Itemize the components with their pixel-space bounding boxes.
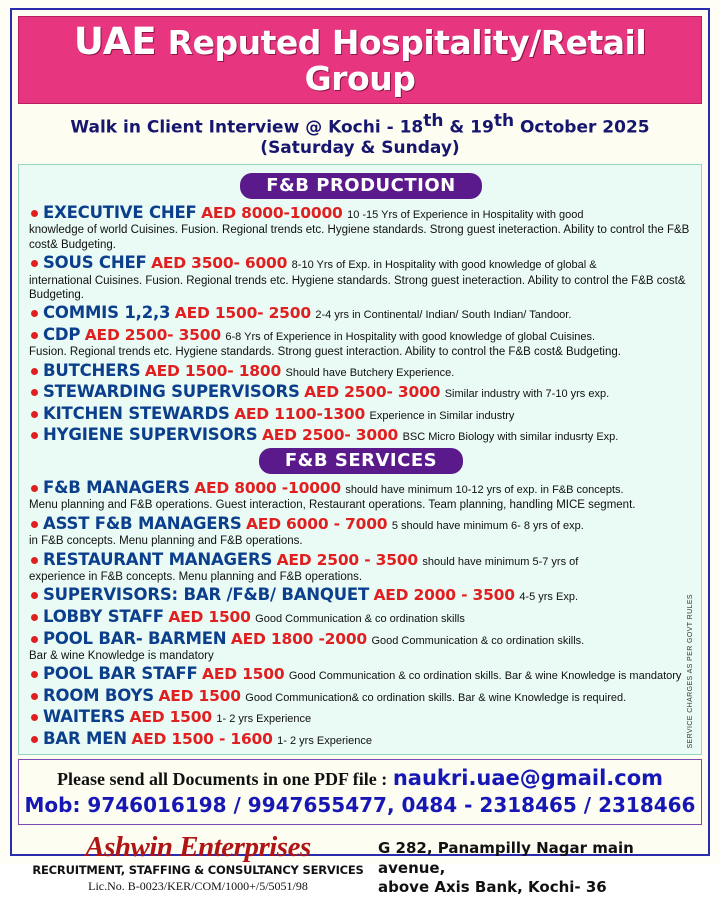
section-2-title-wrap [29,448,693,474]
job-salary: AED 2500 - 3500 [276,550,418,569]
job-desc: BSC Micro Biology with similar indusrty Exp. [402,431,619,444]
list-item [29,303,693,324]
job-salary: AED 8000 -10000 [194,478,341,497]
job-role: EXECUTIVE CHEF [43,202,197,222]
job-role: BAR MEN [43,728,127,748]
list-item [29,253,693,302]
list-item [29,686,693,707]
section-title-fnb-services: F&B SERVICES [259,448,463,474]
header-title: Reputed Hospitality/Retail Group [167,23,647,98]
service-charges-note: SERVICE CHARGES AS PER GOVT RULES [687,593,694,749]
job-desc: 4-5 yrs Exp. [519,591,578,604]
job-desc-cont: Bar & wine Knowledge is mandatory [29,650,214,663]
list-item [29,514,693,549]
list-item [29,382,693,403]
job-role: ASST F&B MANAGERS [43,513,242,533]
list-item [29,629,693,664]
interview-mid: & 19 [443,117,494,138]
job-role: SOUS CHEF [43,253,147,273]
address-line-2: above Axis Bank, Kochi- 36 [378,878,607,897]
address-block [374,833,698,898]
job-salary: AED 2500- 3000 [304,383,441,402]
job-desc: Should have Butchery Experience. [285,366,455,379]
job-desc: should have minimum 10-12 yrs of exp. in F&B concepts. [345,483,624,496]
job-desc: Good Communication& co ordination skills. Bar & wine Knowledge is required. [245,691,627,704]
address-line-1: G 282, Panampilly Nagar main avenue, [378,839,634,877]
job-desc: Good Communication & co ordination skills. [371,634,585,647]
interview-subheading [18,104,702,163]
job-role: F&B MANAGERS [43,477,190,497]
section-1-title-wrap [29,173,693,199]
list-item [29,664,693,685]
job-desc: 8-10 Yrs of Exp. in Hospitality with good knowledge of global & [291,259,597,272]
job-desc: 1- 2 yrs Experience [277,734,372,747]
list-item [29,425,693,446]
job-role: POOL BAR- BARMEN [43,628,227,648]
agency-tagline: RECRUITMENT, STAFFING & CONSULTANCY SERVICES [32,863,364,878]
list-item [29,478,693,513]
job-desc: 1- 2 yrs Experience [216,713,312,726]
job-salary: AED 3500- 6000 [151,254,288,273]
job-salary: AED 1500- 2500 [174,304,311,323]
job-desc: Experience in Similar industry [369,409,515,422]
job-role: COMMIS 1,2,3 [43,303,171,323]
list-item [29,607,693,628]
vacancy-list-container [18,164,702,756]
job-role: WAITERS [43,707,126,727]
job-desc: 2-4 yrs in Continental/ Indian/ South Indian/ Tandoor. [315,309,572,322]
job-salary: AED 1500 [158,686,241,705]
job-salary: AED 1500 [168,608,251,626]
job-role: STEWARDING SUPERVISORS [43,382,300,402]
job-salary: AED 1500- 1800 [144,361,282,380]
date-sup-2: th [493,111,515,132]
job-role: LOBBY STAFF [43,607,164,626]
header-title-line [23,20,697,98]
agency-block [22,833,374,894]
job-desc: Good Communication & co ordination skills [255,613,465,625]
job-list-production [29,203,693,446]
job-desc-cont: in F&B concepts. Menu planning and F&B operations. [29,535,303,548]
job-role: KITCHEN STEWARDS [43,403,230,423]
job-desc-cont: Menu planning and F&B operations. Guest interaction, Restaurant operations. Team planning, handling MICE segment. [29,499,636,512]
job-desc-cont: knowledge of world Cuisines. Fusion. Regional trends etc. Hygiene standards. Strong guest ineteraction. Ability to control the F&B cost& Budgeting. [29,224,690,251]
job-desc: 6-8 Yrs of Experience in Hospitality with good knowledge of global Cuisines. [225,330,596,343]
list-item [29,707,693,728]
job-salary: AED 2500- 3000 [261,426,399,445]
list-item [29,404,693,425]
job-desc-cont: experience in F&B concepts. Menu planning and F&B operations. [29,571,363,584]
contact-box [18,759,702,825]
job-role: CDP [43,324,81,344]
job-desc: Similar industry with 7-10 yrs exp. [444,388,610,401]
job-salary: AED 1800 -2000 [230,629,368,648]
date-sup-1: th [423,111,444,132]
contact-instruction-line [23,766,697,790]
document-instruction: Please send all Documents in one PDF file : [56,769,388,790]
job-role: RESTAURANT MANAGERS [43,549,273,569]
list-item [29,729,693,750]
email-address[interactable]: naukri.uae@gmail.com [392,766,664,791]
interview-date: October 2025 [514,117,650,138]
header-banner [18,16,702,104]
list-item [29,585,693,606]
job-salary: AED 1100-1300 [234,404,366,423]
job-desc: 5 should have minimum 6- 8 yrs of exp. [391,519,584,532]
interview-prefix: Walk in Client Interview @ Kochi - 18 [70,117,424,138]
poster-frame [10,8,710,897]
job-salary: AED 1500 - 1600 [131,729,273,748]
footer [18,831,702,898]
section-title-fnb-production: F&B PRODUCTION [240,173,481,199]
job-salary: AED 8000-10000 [201,203,343,222]
agency-license: Lic.No. B-0023/KER/COM/1000+/5/5051/98 [88,879,308,894]
job-desc: 10 -15 Yrs of Experience in Hospitality with good [347,208,584,221]
job-salary: AED 1500 [202,665,285,684]
phone-numbers[interactable]: Mob: 9746016198 / 9947655477, 0484 - 2318465 / 2318466 [24,793,696,818]
job-salary: AED 2000 - 3500 [373,586,515,605]
job-salary: AED 6000 - 7000 [246,514,388,533]
job-role: HYGIENE SUPERVISORS [43,425,258,445]
job-role: BUTCHERS [43,360,141,380]
list-item [29,550,693,585]
brand-text: UAE [73,20,157,63]
job-desc: should have minimum 5-7 yrs of [422,555,579,568]
job-role: ROOM BOYS [43,685,154,705]
list-item [29,361,693,382]
job-salary: AED 2500- 3500 [84,325,221,344]
job-desc: Good Communication & co ordination skills. Bar & wine Knowledge is mandatory [288,670,682,683]
interview-days: (Saturday & Sunday) [260,137,460,158]
job-desc-cont: Fusion. Regional trends etc. Hygiene standards. Strong guest interaction. Ability to control the F&B cost& Budgeting. [29,346,621,359]
agency-name: Ashwin Enterprises [85,831,311,864]
job-role: POOL BAR STAFF [43,664,198,684]
list-item [29,325,693,360]
job-role: SUPERVISORS: BAR /F&B/ BANQUET [43,585,370,605]
job-list-services [29,478,693,750]
list-item [29,203,693,252]
job-salary: AED 1500 [129,708,212,727]
job-desc-cont: international Cuisines. Fusion. Regional trends etc. Hygiene standards. Strong guest ineteraction. Ability to control the F&B cost& Budgeting. [29,274,686,301]
